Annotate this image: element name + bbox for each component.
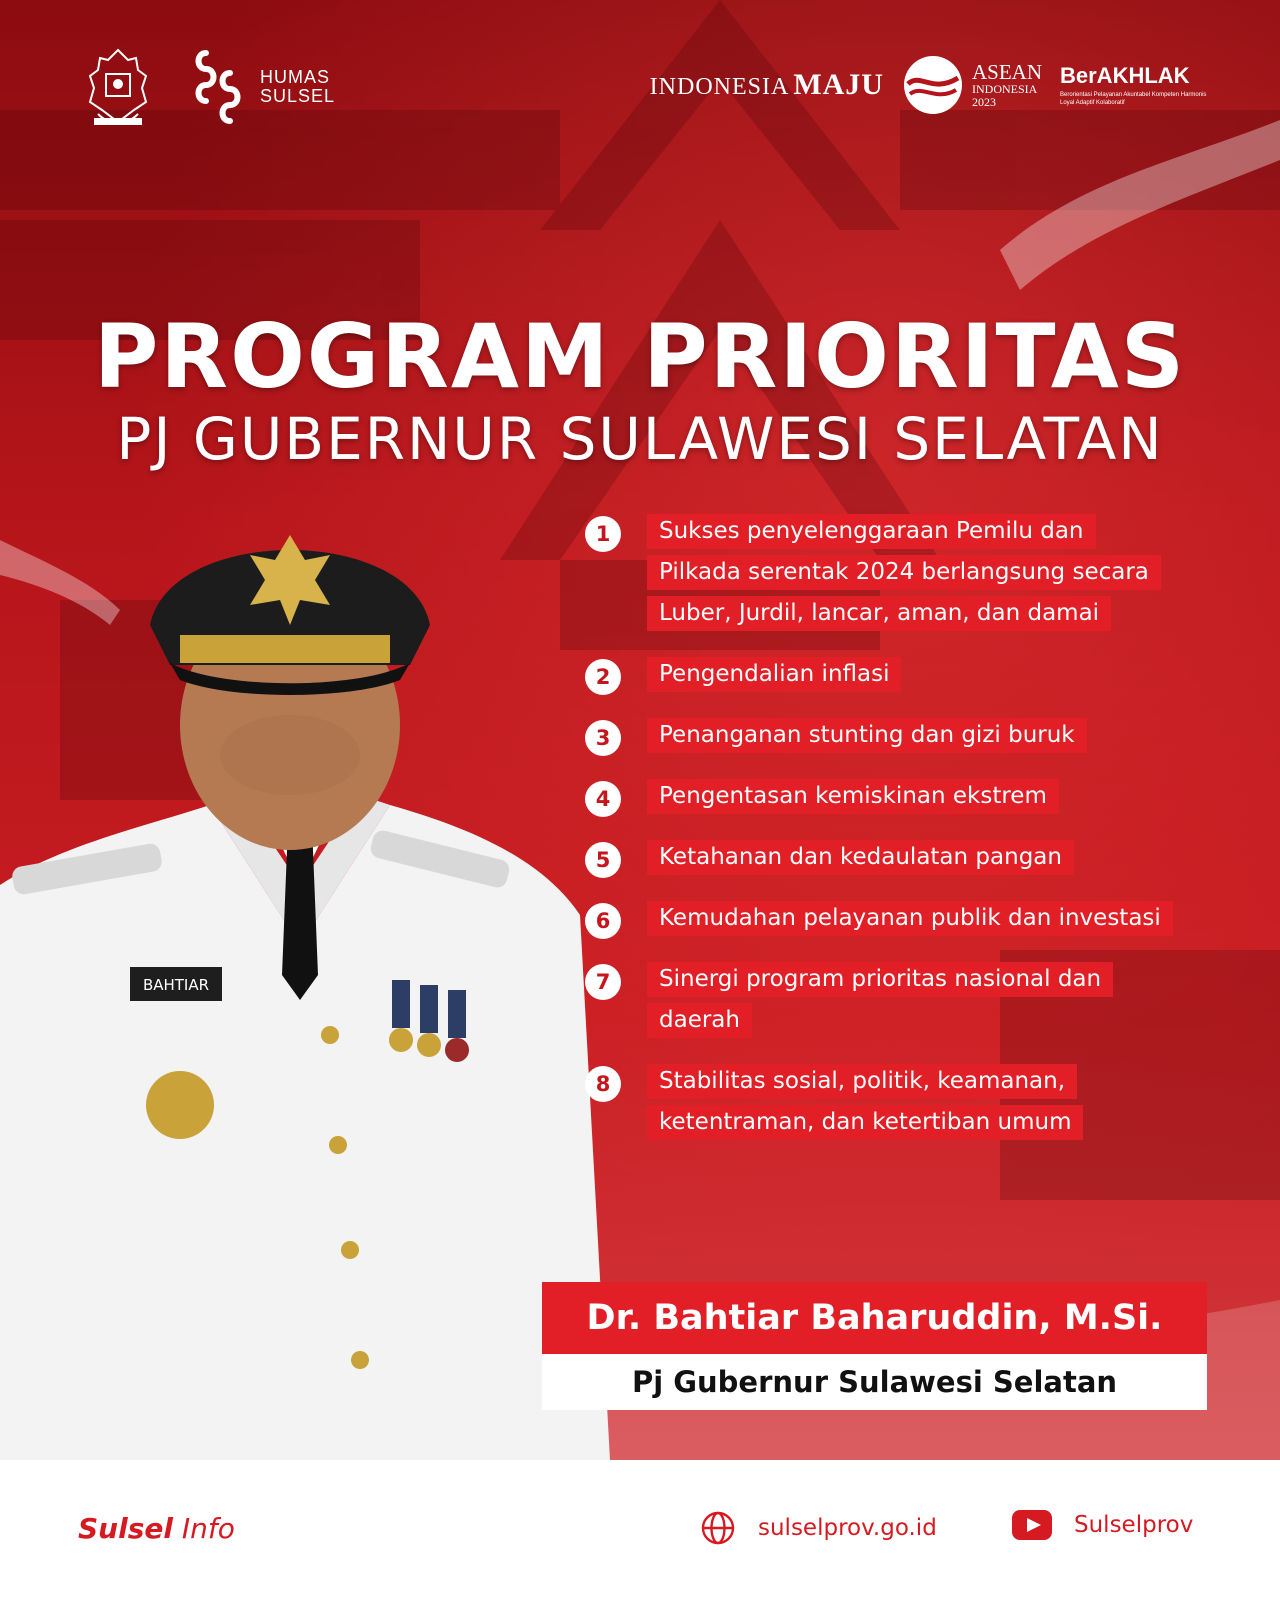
priority-number: 2 <box>585 659 621 695</box>
priority-list <box>585 514 1255 1166</box>
priority-item-6 <box>585 901 1255 942</box>
priority-text-line: Pilkada serentak 2024 berlangsung secara <box>647 555 1161 590</box>
page-subtitle: PJ GUBERNUR SULAWESI SELATAN <box>116 405 1164 473</box>
priority-number: 6 <box>585 903 621 939</box>
humas-text <box>260 68 335 106</box>
priority-item-1 <box>585 514 1255 637</box>
priority-item-8 <box>585 1064 1255 1146</box>
priority-item-2 <box>585 657 1255 698</box>
indonesia-maju-logo <box>650 68 884 102</box>
berakhlak-logo <box>1060 63 1210 107</box>
priority-text-line: Pengentasan kemiskinan ekstrem <box>647 779 1059 814</box>
asean-text <box>972 61 1042 109</box>
priority-text-line: Sinergi program prioritas nasional dan <box>647 962 1113 997</box>
person-role: Pj Gubernur Sulawesi Selatan <box>542 1354 1207 1410</box>
priority-text-line: ketentraman, dan ketertiban umum <box>647 1105 1083 1140</box>
priority-item-5 <box>585 840 1255 881</box>
priority-text-line: Pengendalian inflasi <box>647 657 901 692</box>
priority-number: 1 <box>585 516 621 552</box>
sulsel-emblem-icon <box>80 44 156 130</box>
footer-youtube-text[interactable]: Sulselprov <box>1074 1512 1194 1538</box>
youtube-icon <box>1012 1510 1052 1540</box>
footer <box>0 1460 1280 1600</box>
priority-text-line: Luber, Jurdil, lancar, aman, dan damai <box>647 596 1111 631</box>
priority-text-line: Ketahanan dan kedaulatan pangan <box>647 840 1074 875</box>
priority-item-7 <box>585 962 1255 1044</box>
person-name-box <box>542 1282 1207 1410</box>
priority-item-3 <box>585 718 1255 759</box>
humas-mark-icon <box>190 47 246 127</box>
footer-youtube-link[interactable] <box>1012 1510 1193 1540</box>
page-title: PROGRAM PRIORITAS <box>93 305 1187 408</box>
footer-brand-light: Info <box>172 1512 235 1545</box>
humas-sulsel-logo <box>190 47 335 127</box>
name-plate-text: BAHTIAR <box>142 976 210 994</box>
priority-number: 8 <box>585 1066 621 1102</box>
priority-text-line: Sukses penyelenggaraan Pemilu dan <box>647 514 1096 549</box>
person-name: Dr. Bahtiar Baharuddin, M.Si. <box>542 1282 1207 1354</box>
asean-line-3: 2023 <box>971 95 996 109</box>
berakhlak-title: BerAKHLAK <box>1060 63 1190 88</box>
priority-text-line: Stabilitas sosial, politik, keamanan, <box>647 1064 1077 1099</box>
priority-number: 5 <box>585 842 621 878</box>
humas-line-2: SULSEL <box>260 86 336 106</box>
asean-line-2: INDONESIA <box>971 82 1038 96</box>
footer-website-link[interactable] <box>700 1510 937 1546</box>
footer-website-text[interactable]: sulselprov.go.id <box>758 1515 937 1541</box>
top-right-logos <box>650 54 1210 116</box>
governor-portrait <box>0 505 620 1460</box>
indonesia-maju-left: INDONESIA <box>649 74 790 100</box>
asean-indonesia-logo <box>902 54 1042 116</box>
priority-item-4 <box>585 779 1255 820</box>
indonesia-maju-right: MAJU <box>793 68 884 101</box>
berakhlak-tagline: Berorientasi Pelayanan Akuntabel Kompeten Harmonis Loyal Adaptif Kolaboratif <box>1060 92 1207 106</box>
priority-number: 4 <box>585 781 621 817</box>
priority-text-line: daerah <box>647 1003 752 1038</box>
priority-number: 7 <box>585 964 621 1000</box>
asean-wave-icon <box>902 54 964 116</box>
footer-brand <box>78 1512 235 1545</box>
humas-line-1: HUMAS <box>260 67 331 87</box>
priority-text-line: Kemudahan pelayanan publik dan investasi <box>647 901 1173 936</box>
priority-text-line: Penanganan stunting dan gizi buruk <box>647 718 1087 753</box>
priority-number: 3 <box>585 720 621 756</box>
top-left-logos <box>80 44 335 130</box>
asean-line-1: ASEAN <box>971 60 1042 84</box>
globe-icon <box>700 1510 736 1546</box>
footer-brand-bold: Sulsel <box>78 1512 173 1545</box>
